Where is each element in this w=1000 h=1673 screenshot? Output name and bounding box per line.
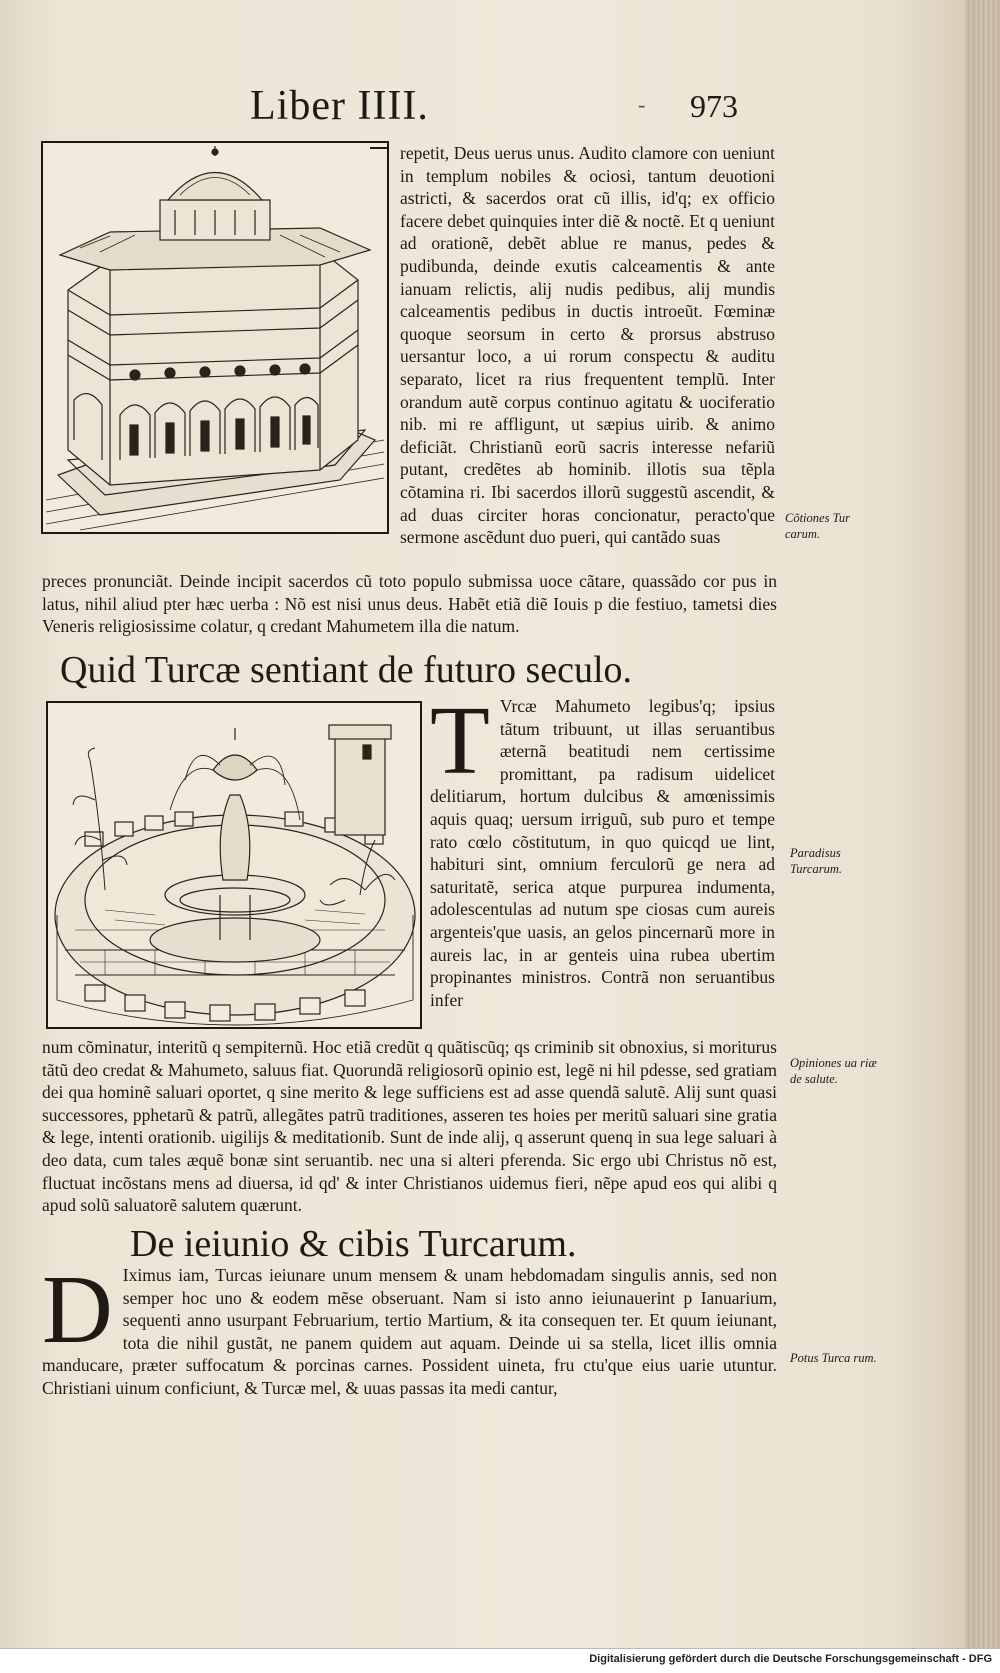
section1-body: repetit, Deus uerus unus. Audito clamore con ueniunt in templum nobiles & ociosi, tantum deuotioni astricti, & sacerdos orat cũ illis, id'q; ex officio facere debet quinquies inter diẽ & noctẽ. Et q ueniunt ad orationẽ, debẽt ablue re manus, pedes & pudibunda, deinde exutis calceamentis & ante ianuam relictis, alij nudis pedibus, alij mundis calceamentis pedibus in ductis introeũt. Fœminæ quoque seorsum in certo & prorsus abstruso uersantur loco, a ui rorum conspectu & auditu separato, licet ra rius frequentent templũ. Inter orandum autẽ corpus continuo agitatu & uociferatio nib. mi re affligunt, ut sæpius uirib. & animo deficiãt. Christianũ eorũ sacris interesse nefariũ putant, credẽtes ab hominib. illotis sua tẽpla cõtamina ri. Ibi sacerdos illorũ suggestũ ascendit, & ad duas circiter horas concionatur, peracto'que sermone ascẽdunt duo pueri, qui cantãdo suas xyxy=(400,143,775,548)
temple-woodcut xyxy=(40,140,390,535)
section2-heading: Quid Turcæ sentiant de futuro seculo. xyxy=(60,649,633,691)
paradise-fountain-woodcut xyxy=(45,700,423,1030)
page-edge xyxy=(965,0,1000,1648)
running-head-dash: - xyxy=(638,92,646,117)
margin-note-potus: Potus Turca rum. xyxy=(790,1351,877,1365)
section2-body-text: Vrcæ Mahumeto legibus'q; ipsius tãtum tribuunt, ut illas seruantibus æternã beatitudi nem certissime promittant, pa radisum uidelicet delitiarum, hortum dulcibus & amœnissimis aquis quaq; uersum irriguũ, sub puro et tempe rato cœlo cõstitutum, in quo quicqd ue lint, habituri sint, omnium ferculorũ ge nera ad saturitatẽ, serica atque purpurea indumenta, adolescentulas ad nutum spe ciosas cum aureis argenteis'que uasis, an gelos pincernarũ more in aureis lac, in ar genteis uina rubea ubertim propinantes ministros. Contrã non seruantibus infer xyxy=(430,696,775,1010)
section2-tail: num cõminatur, interitũ q sempiternũ. Hoc etiã credũt q quãtiscũq; qs criminib sit obnoxius, si moriturus tãtũ deo credat & Mahumeto, saluus fiat. Quorundã religiosorũ opinio est, legẽ ni hil pdesse, sed gratiam dei qua hominẽ saluari oportet, q sine merito & lege sufficiens est ad asse quendã salutẽ. Alij sunt quasi successores, pphetarũ & patrũ, allegãtes patrũ traditiones, asseren tes hoies per meritũ saluari sine gratia & lege, intenti orationib. uigilijs & meditationib. Sunt de inde alij, q asserunt quenq in sua lege saluari à deo data, cum tales æquẽ bonæ sint seruantib. nec una si alteri pferenda. Sic ergo ubi Christus nõ est, fluctuat incõstans mens ad diuersa, id qd' & inter Christianos uidemus fieri, nẽpe apud eos qui alibi q apud solũ saluatorẽ salutem quærunt. xyxy=(42,1037,777,1216)
section2-dropcap: T xyxy=(430,687,490,795)
section3-body xyxy=(42,1256,777,1400)
footer-bar xyxy=(0,1648,1000,1673)
margin-note-opiniones: Opiniones ua riæ de salute. xyxy=(790,1056,877,1086)
section2-body xyxy=(430,687,775,1011)
section3-body-text: Iximus iam, Turcas ieiunare unum mensem & unam hebdomadam singulis annis, sed non semper hoc uno & eodem mẽse obseruant. Nam si isto anno ieiunauerint p Ianuarium, sequenti anno usurpant Februarium, tertio Martium, & ita consequen ter. Et quum ieiunant, tota die nihil gustãt, ne panem quidem aut aquam. Deinde ui sa stella, licet illis omnia manducare, præter suffocatum & porcinas carnes. Possident uineta, fru ctu'que eius uarie utuntur. Christiani uinum conficiunt, & Turcæ mel, & uuas passas ita medi cantur, xyxy=(42,1265,777,1398)
page-number: 973 xyxy=(690,88,738,124)
footer-credit: Digitalisierung gefördert durch die Deutsche Forschungsgemeinschaft - DFG xyxy=(589,1653,992,1665)
section3-dropcap: D xyxy=(42,1256,113,1364)
margin-note-contiones: Cõtiones Tur carum. xyxy=(785,511,850,541)
section1-tail: preces pronunciãt. Deinde incipit sacerdos cũ toto populo submissa uoce cãtare, quassãdo cor pus in latus, nihil aliud pter hæc uerba : Nõ est nisi unus deus. Habẽt etiã diẽ Iouis p die festiuo, tametsi dies Veneris religiosissime colatur, q credant Mahumetem illa die natum. xyxy=(42,571,777,637)
section3-heading: De ieiunio & cibis Turcarum. xyxy=(130,1223,577,1265)
running-head: Liber IIII. xyxy=(250,83,429,129)
margin-note-paradisus: Paradisus Turcarum. xyxy=(790,846,842,876)
